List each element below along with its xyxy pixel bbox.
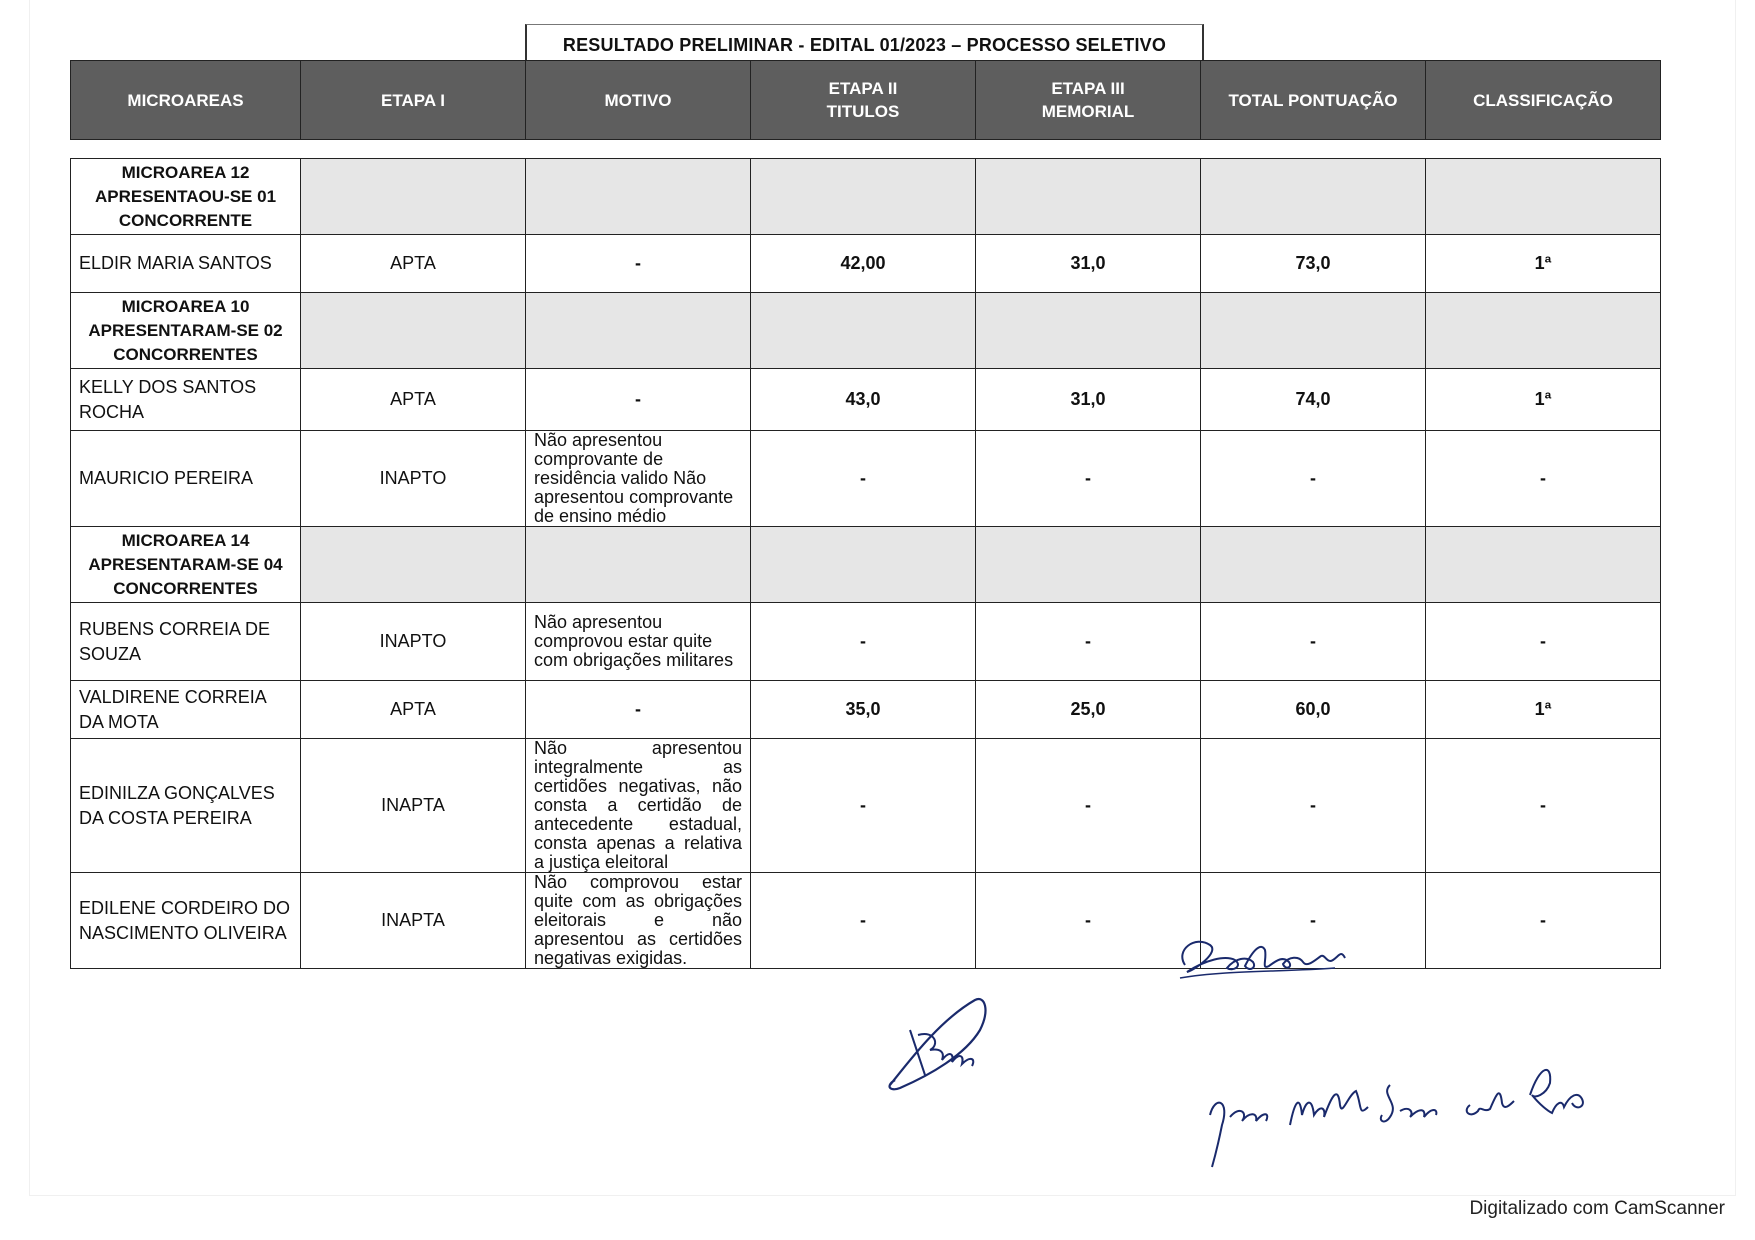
etapa-3-score: - <box>976 739 1201 873</box>
candidate-name: ELDIR MARIA SANTOS <box>71 235 301 293</box>
etapa-2-score: - <box>751 431 976 527</box>
etapa-3-score: 25,0 <box>976 681 1201 739</box>
etapa-2-score: 43,0 <box>751 369 976 431</box>
etapa-3-score: 31,0 <box>976 235 1201 293</box>
motivo: Não apresentou integralmente as certidões negativas, não consta a certidão de antecedente estadual, consta apenas a relativa a justiça eleitoral <box>526 739 751 873</box>
group-title: MICROAREA 14 APRESENTARAM-SE 04 CONCORRENTES <box>71 527 301 603</box>
motivo: - <box>526 369 751 431</box>
total-score: 60,0 <box>1201 681 1426 739</box>
col-classificacao: CLASSIFICAÇÃO <box>1426 61 1661 140</box>
etapa-2-score: - <box>751 739 976 873</box>
group-cell <box>1201 527 1426 603</box>
group-cell <box>526 293 751 369</box>
etapa-1-status: INAPTO <box>301 603 526 681</box>
table-row <box>71 739 1661 873</box>
results-table <box>70 158 1661 969</box>
classification: - <box>1426 431 1661 527</box>
classification: - <box>1426 739 1661 873</box>
etapa-1-status: INAPTA <box>301 873 526 969</box>
classification: 1ª <box>1426 235 1661 293</box>
col-total: TOTAL PONTUAÇÃO <box>1201 61 1426 140</box>
group-cell <box>976 159 1201 235</box>
group-cell <box>1201 159 1426 235</box>
group-title: MICROAREA 12 APRESENTAOU-SE 01 CONCORRENTE <box>71 159 301 235</box>
motivo: Não comprovou estar quite com as obrigações eleitorais e não apresentou as certidões negativas exigidas. <box>526 873 751 969</box>
etapa-2-score: - <box>751 603 976 681</box>
col-etapa-2 <box>751 61 976 140</box>
group-cell <box>751 293 976 369</box>
col-etapa-3 <box>976 61 1201 140</box>
signature-cordeiro <box>1165 920 1365 990</box>
group-cell <box>1426 527 1661 603</box>
header-row <box>71 61 1661 140</box>
table-row <box>71 369 1661 431</box>
col-etapa-3-label: ETAPA III MEMORIAL <box>1041 79 1135 121</box>
motivo: Não apresentou comprovante de residência valido Não apresentou comprovante de ensino médio <box>526 431 751 527</box>
group-row <box>71 527 1661 603</box>
etapa-3-score: 31,0 <box>976 369 1201 431</box>
classification: - <box>1426 873 1661 969</box>
col-microareas: MICROAREAS <box>71 61 301 140</box>
group-cell <box>976 293 1201 369</box>
classification: 1ª <box>1426 369 1661 431</box>
motivo: - <box>526 681 751 739</box>
group-cell <box>1426 293 1661 369</box>
etapa-3-score: - <box>976 873 1201 969</box>
group-row <box>71 159 1661 235</box>
scanner-footer: Digitalizado com CamScanner <box>1469 1198 1725 1219</box>
motivo: - <box>526 235 751 293</box>
col-motivo: MOTIVO <box>526 61 751 140</box>
candidate-name: KELLY DOS SANTOS ROCHA <box>71 369 301 431</box>
table-row <box>71 235 1661 293</box>
group-row <box>71 293 1661 369</box>
etapa-1-status: APTA <box>301 235 526 293</box>
etapa-2-score: 42,00 <box>751 235 976 293</box>
candidate-name: VALDIRENE CORREIA DA MOTA <box>71 681 301 739</box>
etapa-3-score: - <box>976 431 1201 527</box>
etapa-1-status: INAPTO <box>301 431 526 527</box>
etapa-1-status: INAPTA <box>301 739 526 873</box>
etapa-2-score: - <box>751 873 976 969</box>
classification: - <box>1426 603 1661 681</box>
candidate-name: EDINILZA GONÇALVES DA COSTA PEREIRA <box>71 739 301 873</box>
total-score: - <box>1201 431 1426 527</box>
group-cell <box>1201 293 1426 369</box>
etapa-1-status: APTA <box>301 681 526 739</box>
table-row <box>71 603 1661 681</box>
table-row <box>71 681 1661 739</box>
signature-jose <box>1200 1055 1620 1175</box>
total-score: - <box>1201 873 1426 969</box>
group-cell <box>751 159 976 235</box>
group-cell <box>301 159 526 235</box>
classification: 1ª <box>1426 681 1661 739</box>
candidate-name: EDILENE CORDEIRO DO NASCIMENTO OLIVEIRA <box>71 873 301 969</box>
group-title: MICROAREA 10 APRESENTARAM-SE 02 CONCORRENTES <box>71 293 301 369</box>
group-cell <box>526 159 751 235</box>
etapa-1-status: APTA <box>301 369 526 431</box>
table-row <box>71 431 1661 527</box>
total-score: 74,0 <box>1201 369 1426 431</box>
group-cell <box>301 293 526 369</box>
motivo: Não apresentou comprovou estar quite com obrigações militares <box>526 603 751 681</box>
document-title: RESULTADO PRELIMINAR - EDITAL 01/2023 – PROCESSO SELETIVO <box>525 24 1204 65</box>
group-cell <box>751 527 976 603</box>
candidate-name: MAURICIO PEREIRA <box>71 431 301 527</box>
total-score: 73,0 <box>1201 235 1426 293</box>
group-cell <box>1426 159 1661 235</box>
etapa-2-score: 35,0 <box>751 681 976 739</box>
etapa-3-score: - <box>976 603 1201 681</box>
signature-paulo <box>880 990 1000 1100</box>
results-header <box>70 60 1661 140</box>
total-score: - <box>1201 739 1426 873</box>
group-cell <box>526 527 751 603</box>
table-row <box>71 873 1661 969</box>
group-cell <box>976 527 1201 603</box>
candidate-name: RUBENS CORREIA DE SOUZA <box>71 603 301 681</box>
group-cell <box>301 527 526 603</box>
total-score: - <box>1201 603 1426 681</box>
col-etapa-1: ETAPA I <box>301 61 526 140</box>
col-etapa-2-label: ETAPA II TITULOS <box>826 79 900 121</box>
